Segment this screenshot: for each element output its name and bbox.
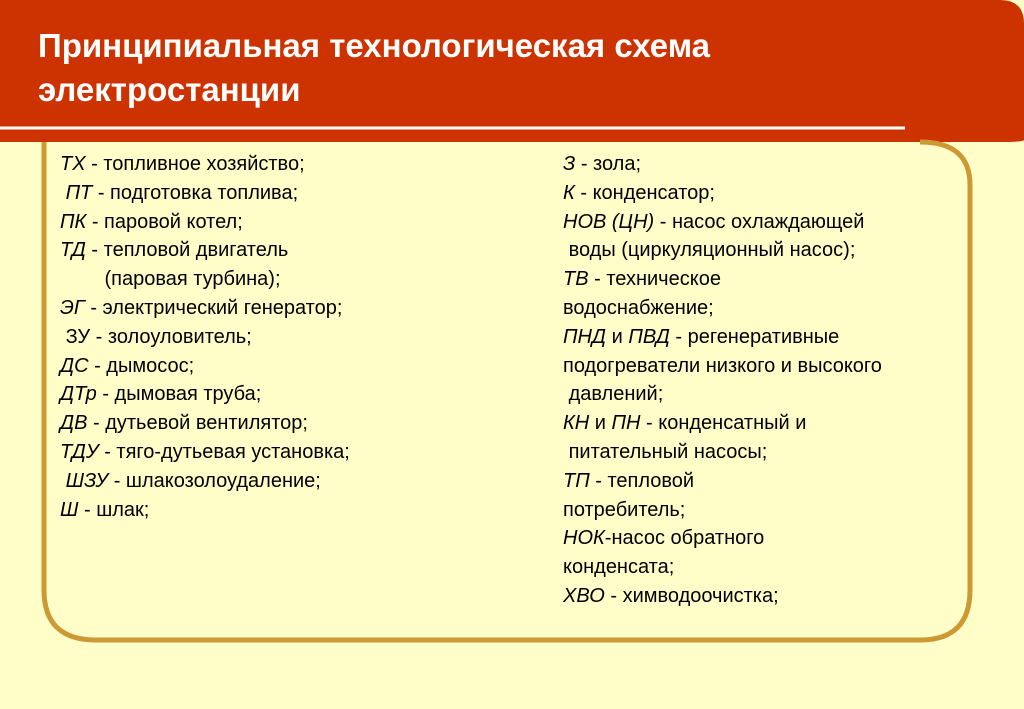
legend-abbreviation: З	[563, 153, 576, 175]
legend-line	[563, 380, 963, 409]
legend-line	[60, 323, 500, 352]
legend-line	[60, 179, 500, 208]
legend-abbreviation: ЭГ	[60, 296, 85, 319]
legend-line	[60, 438, 500, 467]
legend-abbreviation: НОВ (ЦН)	[563, 210, 655, 233]
legend-text: воды (циркуляционный насос);	[568, 239, 856, 262]
legend-abbreviation: ДВ	[60, 412, 88, 435]
legend-line	[60, 467, 500, 496]
legend-abbreviation: ТД	[60, 239, 86, 262]
legend-line	[60, 496, 500, 525]
slide-title: Принципиальная технологическая схема электростанции	[38, 27, 711, 108]
legend-line	[60, 236, 500, 265]
legend-text: и	[606, 325, 629, 348]
legend-text: - топливное хозяйство;	[85, 153, 305, 175]
legend-line	[563, 323, 963, 352]
legend-text: конденсата;	[563, 556, 675, 579]
legend-text: - зола;	[575, 153, 642, 175]
legend-text: - шлак;	[78, 498, 150, 521]
legend-abbreviation: ДС	[60, 354, 89, 377]
legend-abbreviation: ТДУ	[60, 440, 99, 463]
legend-line	[60, 208, 500, 237]
legend-line	[563, 553, 963, 582]
legend-line	[563, 409, 963, 438]
legend-line	[60, 150, 500, 179]
legend-abbreviation: ПН	[611, 412, 641, 435]
legend-text: - химводоочистка;	[604, 584, 779, 607]
legend-abbreviation: ШЗУ	[65, 469, 109, 492]
legend-text: - шлакозолоудаление;	[108, 469, 321, 492]
legend-abbreviation: К	[563, 181, 575, 204]
legend-abbreviation: ТХ	[60, 153, 86, 175]
legend-line	[563, 265, 963, 294]
legend-abbreviation: ПНД	[563, 325, 607, 348]
legend-text: -насос обратного	[604, 527, 765, 550]
legend-text: - подготовка топлива;	[92, 181, 299, 204]
legend-text: - конденсатный и	[640, 412, 807, 435]
legend-text: - регенеративные	[669, 325, 840, 348]
legend-text: - электрический генератор;	[84, 296, 343, 319]
legend-left-column	[60, 150, 500, 524]
legend-abbreviation: ПТ	[65, 181, 93, 204]
legend-line	[563, 467, 963, 496]
legend-line	[563, 438, 963, 467]
legend-line	[60, 294, 500, 323]
legend-text	[60, 268, 104, 290]
legend-abbreviation: НОК	[563, 527, 605, 550]
legend-line	[60, 265, 500, 294]
legend-line	[563, 496, 963, 525]
legend-text: - тяго-дутьевая установка;	[98, 440, 350, 463]
legend-text: подогреватели низкого и высокого	[563, 354, 882, 377]
legend-text: - паровой котел;	[86, 210, 243, 233]
legend-abbreviation: Ш	[60, 498, 79, 521]
legend-text: - конденсатор;	[574, 181, 715, 204]
legend-abbreviation: ПВД	[628, 325, 670, 348]
legend-line	[60, 380, 500, 409]
legend-text: - дутьевой вентилятор;	[87, 412, 308, 435]
legend-text: (паровая турбина);	[104, 268, 281, 291]
legend-text: - техническое	[588, 268, 721, 291]
legend-line	[563, 179, 963, 208]
legend-abbreviation: ХВО	[563, 584, 605, 607]
legend-line	[563, 208, 963, 237]
legend-text: давлений;	[568, 383, 664, 406]
legend-right-column	[563, 150, 963, 611]
legend-text: - насос охлаждающей	[654, 210, 865, 233]
legend-text: питательный насосы;	[568, 440, 768, 463]
legend-text: - тепловой	[589, 469, 695, 492]
legend-abbreviation: ТП	[563, 469, 590, 492]
legend-abbreviation: КН	[563, 412, 590, 435]
legend-text: - тепловой двигатель	[85, 239, 289, 262]
legend-line	[563, 294, 963, 323]
legend-line	[563, 524, 963, 553]
legend-abbreviation: ДТр	[60, 383, 97, 406]
legend-abbreviation: ПК	[60, 210, 87, 233]
legend-abbreviation: ТВ	[563, 268, 589, 291]
legend-text: и	[589, 412, 612, 435]
legend-line	[60, 352, 500, 381]
legend-text: - дымосос;	[88, 354, 195, 377]
legend-text: ЗУ - золоуловитель;	[65, 325, 252, 348]
legend-line	[563, 582, 963, 611]
legend-text: водоснабжение;	[563, 296, 714, 319]
legend-line	[563, 236, 963, 265]
legend-line	[563, 150, 963, 179]
legend-line	[60, 409, 500, 438]
legend-line	[563, 352, 963, 381]
legend-text: - дымовая труба;	[96, 383, 262, 406]
legend-text: потребитель;	[563, 498, 686, 521]
